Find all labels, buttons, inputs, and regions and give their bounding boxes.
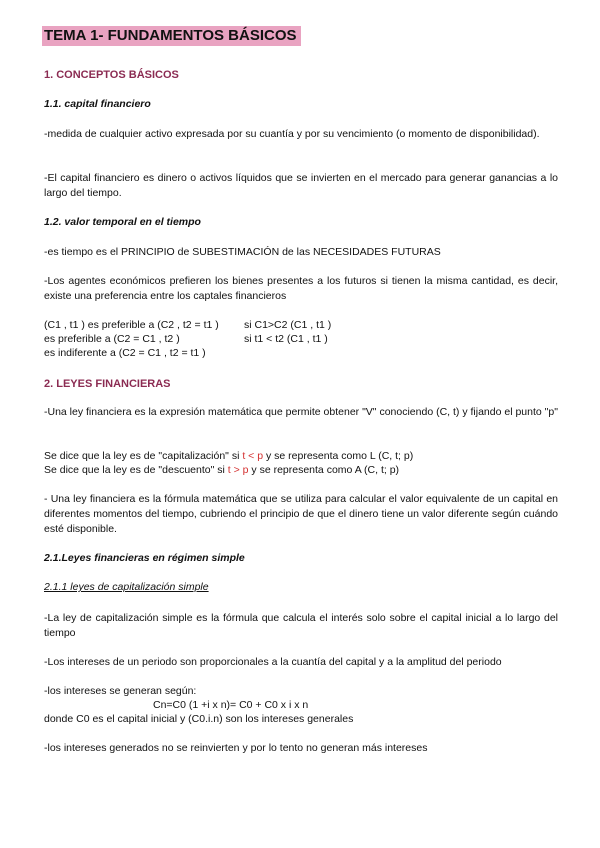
capitalization-rule — [44, 449, 558, 464]
paragraph-intereses-generan: -los intereses se generan según: — [44, 685, 197, 697]
subsection-2-1-heading: 2.1.Leyes financieras en régimen simple — [44, 552, 245, 564]
discount-rule — [44, 463, 558, 478]
section-1-heading: 1. CONCEPTOS BÁSICOS — [44, 69, 179, 81]
discount-rule-text: Se dice que la ley es de "descuento" si — [44, 464, 228, 476]
preference-row-left: es indiferente a (C2 = C1 , t2 = t1 ) — [44, 347, 206, 359]
preference-row — [44, 318, 558, 333]
paragraph-no-reinvierten: -los intereses generados no se reinvierten y por lo tento no generan más intereses — [44, 742, 428, 754]
subsection-2-1-1-heading: 2.1.1 leyes de capitalización simple — [44, 581, 209, 593]
preference-row — [44, 346, 558, 361]
preference-row-right: si t1 < t2 (C1 , t1 ) — [244, 333, 328, 345]
paragraph-principle: -es tiempo es el PRINCIPIO de SUBESTIMACIÓN de las NECESIDADES FUTURAS — [44, 246, 441, 258]
subsection-1-2-heading: 1.2. valor temporal en el tiempo — [44, 216, 201, 228]
page-title: TEMA 1- FUNDAMENTOS BÁSICOS — [42, 26, 301, 46]
paragraph-preference: -Los agentes económicos prefieren los bienes presentes a los futuros si tienen la misma cantidad, es decir, existe una preferencia entre los captales financieros — [44, 275, 558, 302]
preference-row-right: si C1>C2 (C1 , t1 ) — [244, 319, 332, 331]
subsection-1-1-heading: 1.1. capital financiero — [44, 98, 151, 110]
paragraph-capitalizacion-simple: -La ley de capitalización simple es la fórmula que calcula el interés solo sobre el capital inicial a lo largo del tiempo — [44, 612, 558, 639]
capitalization-rule-text: Se dice que la ley es de "capitalización" si — [44, 450, 243, 462]
paragraph-ley-formula: - Una ley financiera es la fórmula matemática que se utiliza para calcular el valor equivalente de un capital en diferentes momentos del tiempo, cubriendo el principio de que el dinero tiene un valor diferente según cuándo esté disponible. — [44, 493, 558, 535]
capitalization-condition: t < p — [242, 450, 264, 462]
capitalization-rule-tail: y se representa como L (C, t; p) — [263, 450, 414, 462]
paragraph-intereses-proporcionales: -Los intereses de un periodo son proporcionales a la cuantía del capital y a la amplitud del periodo — [44, 656, 502, 668]
preference-row-left: (C1 , t1 ) es preferible a (C2 , t2 = t1 ) — [44, 319, 219, 331]
discount-rule-tail: y se representa como A (C, t; p) — [248, 464, 400, 476]
preference-row — [44, 332, 558, 347]
paragraph-ley-financiera: -Una ley financiera es la expresión matemática que permite obtener "V" conociendo (C, t) y fijando el punto "p" — [44, 406, 558, 418]
paragraph-capital-description: -El capital financiero es dinero o activos líquidos que se invierten en el mercado para generar ganancias a lo largo del tiempo. — [44, 172, 558, 199]
discount-condition: t > p — [227, 464, 249, 476]
paragraph-capital-definition: -medida de cualquier activo expresada por su cuantía y por su vencimiento (o momento de disponibilidad). — [44, 128, 540, 140]
section-2-heading: 2. LEYES FINANCIERAS — [44, 378, 171, 390]
formula-capitalizacion: Cn=C0 (1 +i x n)= C0 + C0 x i x n — [153, 699, 309, 711]
preference-row-left: es preferible a (C2 = C1 , t2 ) — [44, 333, 180, 345]
paragraph-donde: donde C0 es el capital inicial y (C0.i.n) son los intereses generales — [44, 713, 354, 725]
